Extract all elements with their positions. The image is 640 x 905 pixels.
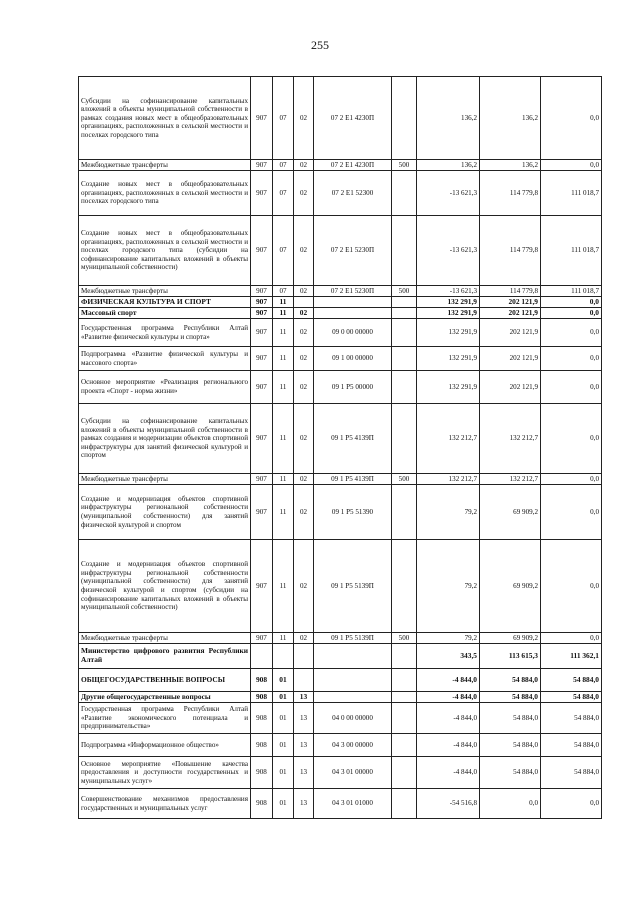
amount-col-1: 132 212,7 xyxy=(417,474,480,485)
section-code: 11 xyxy=(273,297,294,308)
expense-type-code xyxy=(392,669,417,692)
amount-col-3: 0,0 xyxy=(541,789,602,819)
subsection-code: 02 xyxy=(294,319,314,347)
target-article-code: 04 3 01 01000 xyxy=(314,789,392,819)
table-row xyxy=(79,644,602,669)
row-name: Другие общегосударственные вопросы xyxy=(79,692,251,703)
section-code: 11 xyxy=(273,308,294,319)
amount-col-1: -4 844,0 xyxy=(417,757,480,789)
amount-col-3: 111 018,7 xyxy=(541,216,602,286)
subsection-code: 02 xyxy=(294,160,314,171)
amount-col-2: 202 121,9 xyxy=(480,371,541,404)
amount-col-2: 202 121,9 xyxy=(480,308,541,319)
row-name: ОБЩЕГОСУДАРСТВЕННЫЕ ВОПРОСЫ xyxy=(79,669,251,692)
amount-col-1: -13 621,3 xyxy=(417,286,480,297)
row-name: Создание и модернизация объектов спортивной инфраструктуры региональной собственности (муниципальной собственности) для занятий физической культурой и спортом xyxy=(79,485,251,540)
target-article-code: 09 1 Р5 00000 xyxy=(314,371,392,404)
expense-type-code: 500 xyxy=(392,474,417,485)
amount-col-2: 202 121,9 xyxy=(480,347,541,371)
amount-col-2: 136,2 xyxy=(480,160,541,171)
amount-col-2: 113 615,3 xyxy=(480,644,541,669)
admin-code: 907 xyxy=(251,308,273,319)
admin-code: 907 xyxy=(251,633,273,644)
table-row xyxy=(79,474,602,485)
amount-col-1: -4 844,0 xyxy=(417,734,480,757)
admin-code xyxy=(251,644,273,669)
admin-code: 907 xyxy=(251,77,273,160)
amount-col-2: 54 884,0 xyxy=(480,692,541,703)
target-article-code: 04 3 01 00000 xyxy=(314,757,392,789)
section-code: 11 xyxy=(273,540,294,633)
amount-col-1: -13 621,3 xyxy=(417,216,480,286)
admin-code: 907 xyxy=(251,171,273,216)
expense-type-code xyxy=(392,216,417,286)
table-row xyxy=(79,540,602,633)
amount-col-1: -54 516,8 xyxy=(417,789,480,819)
admin-code: 907 xyxy=(251,347,273,371)
expense-type-code xyxy=(392,308,417,319)
amount-col-3: 0,0 xyxy=(541,297,602,308)
section-code: 11 xyxy=(273,485,294,540)
admin-code: 908 xyxy=(251,703,273,734)
table-row xyxy=(79,404,602,474)
target-article-code xyxy=(314,692,392,703)
amount-col-3: 0,0 xyxy=(541,77,602,160)
admin-code: 907 xyxy=(251,474,273,485)
amount-col-2: 54 884,0 xyxy=(480,669,541,692)
expense-type-code xyxy=(392,757,417,789)
section-code: 07 xyxy=(273,171,294,216)
row-name: Межбюджетные трансферты xyxy=(79,286,251,297)
amount-col-1: 132 291,9 xyxy=(417,308,480,319)
table-row xyxy=(79,308,602,319)
table-row xyxy=(79,371,602,404)
amount-col-2: 69 909,2 xyxy=(480,540,541,633)
target-article-code: 09 1 Р5 5139П xyxy=(314,633,392,644)
row-name: Субсидии на софинансирование капитальных вложений в объекты муниципальной собственности в рамках создания и модернизации объектов спортивной инфраструктуры для занятий физической культурой и спортом xyxy=(79,404,251,474)
row-name: Межбюджетные трансферты xyxy=(79,474,251,485)
target-article-code xyxy=(314,644,392,669)
expense-type-code xyxy=(392,319,417,347)
table-row xyxy=(79,160,602,171)
expense-type-code: 500 xyxy=(392,160,417,171)
subsection-code: 13 xyxy=(294,692,314,703)
target-article-code: 04 0 00 00000 xyxy=(314,703,392,734)
row-name: Государственная программа Республики Алтай «Развитие физической культуры и спорта» xyxy=(79,319,251,347)
expense-type-code xyxy=(392,171,417,216)
row-name: Подпрограмма «Информационное общество» xyxy=(79,734,251,757)
amount-col-2: 69 909,2 xyxy=(480,633,541,644)
amount-col-1: -4 844,0 xyxy=(417,692,480,703)
budget-table xyxy=(78,76,602,819)
section-code: 01 xyxy=(273,703,294,734)
table-row xyxy=(79,77,602,160)
subsection-code: 13 xyxy=(294,703,314,734)
target-article-code: 04 3 00 00000 xyxy=(314,734,392,757)
subsection-code xyxy=(294,669,314,692)
amount-col-2: 114 779,8 xyxy=(480,216,541,286)
table-row xyxy=(79,286,602,297)
amount-col-2: 202 121,9 xyxy=(480,297,541,308)
target-article-code xyxy=(314,669,392,692)
amount-col-3: 0,0 xyxy=(541,371,602,404)
amount-col-3: 111 018,7 xyxy=(541,171,602,216)
subsection-code: 13 xyxy=(294,734,314,757)
admin-code: 907 xyxy=(251,319,273,347)
target-article-code: 07 2 Е1 4230П xyxy=(314,160,392,171)
admin-code: 907 xyxy=(251,160,273,171)
amount-col-3: 54 884,0 xyxy=(541,734,602,757)
subsection-code: 13 xyxy=(294,757,314,789)
amount-col-3: 111 018,7 xyxy=(541,286,602,297)
table-row xyxy=(79,669,602,692)
admin-code: 908 xyxy=(251,692,273,703)
admin-code: 908 xyxy=(251,757,273,789)
expense-type-code xyxy=(392,297,417,308)
section-code: 11 xyxy=(273,633,294,644)
table-row xyxy=(79,692,602,703)
table-row xyxy=(79,703,602,734)
amount-col-1: 343,5 xyxy=(417,644,480,669)
admin-code: 908 xyxy=(251,734,273,757)
amount-col-3: 0,0 xyxy=(541,404,602,474)
subsection-code: 02 xyxy=(294,347,314,371)
section-code: 07 xyxy=(273,216,294,286)
subsection-code: 02 xyxy=(294,216,314,286)
section-code: 01 xyxy=(273,789,294,819)
amount-col-3: 0,0 xyxy=(541,160,602,171)
section-code: 11 xyxy=(273,319,294,347)
expense-type-code xyxy=(392,540,417,633)
table-row xyxy=(79,757,602,789)
subsection-code: 13 xyxy=(294,789,314,819)
admin-code: 907 xyxy=(251,371,273,404)
section-code: 07 xyxy=(273,286,294,297)
amount-col-2: 114 779,8 xyxy=(480,171,541,216)
target-article-code: 09 1 Р5 4139П xyxy=(314,404,392,474)
target-article-code: 07 2 Е1 5230П xyxy=(314,216,392,286)
amount-col-3: 111 362,1 xyxy=(541,644,602,669)
section-code: 11 xyxy=(273,404,294,474)
admin-code: 907 xyxy=(251,286,273,297)
amount-col-2: 54 884,0 xyxy=(480,703,541,734)
amount-col-2: 69 909,2 xyxy=(480,485,541,540)
subsection-code xyxy=(294,297,314,308)
row-name: Субсидии на софинансирование капитальных вложений в объекты муниципальной собственности в рамках создания новых мест в общеобразовательных организациях, расположенных в сельской местности и поселках городского типа xyxy=(79,77,251,160)
section-code: 01 xyxy=(273,692,294,703)
section-code: 07 xyxy=(273,77,294,160)
amount-col-1: 79,2 xyxy=(417,540,480,633)
amount-col-1: 132 291,9 xyxy=(417,371,480,404)
target-article-code: 09 1 Р5 4139П xyxy=(314,474,392,485)
expense-type-code xyxy=(392,77,417,160)
row-name: Межбюджетные трансферты xyxy=(79,633,251,644)
admin-code: 907 xyxy=(251,540,273,633)
section-code xyxy=(273,644,294,669)
section-code: 07 xyxy=(273,160,294,171)
expense-type-code: 500 xyxy=(392,633,417,644)
expense-type-code xyxy=(392,404,417,474)
target-article-code: 07 2 Е1 52300 xyxy=(314,171,392,216)
admin-code: 907 xyxy=(251,404,273,474)
table-row xyxy=(79,734,602,757)
amount-col-2: 114 779,8 xyxy=(480,286,541,297)
amount-col-3: 0,0 xyxy=(541,485,602,540)
table-row xyxy=(79,789,602,819)
section-code: 01 xyxy=(273,734,294,757)
row-name: Создание новых мест в общеобразовательных организациях, расположенных в сельской местности и поселках городского типа (субсидии на софинансирование капитальных вложений в объекты муниципальной собственности) xyxy=(79,216,251,286)
amount-col-1: -13 621,3 xyxy=(417,171,480,216)
expense-type-code xyxy=(392,347,417,371)
row-name: Совершенствование механизмов предоставления государственных и муниципальных услуг xyxy=(79,789,251,819)
amount-col-3: 54 884,0 xyxy=(541,757,602,789)
amount-col-1: 136,2 xyxy=(417,160,480,171)
subsection-code: 02 xyxy=(294,404,314,474)
amount-col-3: 54 884,0 xyxy=(541,703,602,734)
amount-col-1: 79,2 xyxy=(417,633,480,644)
table-row xyxy=(79,319,602,347)
section-code: 01 xyxy=(273,669,294,692)
target-article-code xyxy=(314,308,392,319)
row-name: Подпрограмма «Развитие физической культуры и массового спорта» xyxy=(79,347,251,371)
admin-code: 907 xyxy=(251,297,273,308)
expense-type-code xyxy=(392,703,417,734)
row-name: Основное мероприятие «Реализация регионального проекта «Спорт - норма жизни» xyxy=(79,371,251,404)
subsection-code: 02 xyxy=(294,77,314,160)
target-article-code: 07 2 Е1 4230П xyxy=(314,77,392,160)
subsection-code xyxy=(294,644,314,669)
admin-code: 907 xyxy=(251,485,273,540)
subsection-code: 02 xyxy=(294,371,314,404)
amount-col-1: 132 291,9 xyxy=(417,297,480,308)
target-article-code: 09 1 Р5 51390 xyxy=(314,485,392,540)
table-row xyxy=(79,633,602,644)
section-code: 11 xyxy=(273,347,294,371)
row-name: Создание новых мест в общеобразовательных организациях, расположенных в сельской местности и поселках городского типа xyxy=(79,171,251,216)
amount-col-1: -4 844,0 xyxy=(417,703,480,734)
table-row xyxy=(79,297,602,308)
expense-type-code xyxy=(392,734,417,757)
section-code: 01 xyxy=(273,757,294,789)
row-name: Создание и модернизация объектов спортивной инфраструктуры региональной собственности (муниципальной собственности) для занятий физической культурой и спортом (субсидии на софинансирование капитальных вложений в объекты муниципальной собственности) xyxy=(79,540,251,633)
subsection-code: 02 xyxy=(294,171,314,216)
table-row xyxy=(79,485,602,540)
target-article-code xyxy=(314,297,392,308)
row-name: Государственная программа Республики Алтай «Развитие экономического потенциала и предпринимательства» xyxy=(79,703,251,734)
subsection-code: 02 xyxy=(294,286,314,297)
amount-col-1: 79,2 xyxy=(417,485,480,540)
amount-col-3: 0,0 xyxy=(541,540,602,633)
section-code: 11 xyxy=(273,371,294,404)
amount-col-2: 132 212,7 xyxy=(480,474,541,485)
table-row xyxy=(79,171,602,216)
subsection-code: 02 xyxy=(294,308,314,319)
expense-type-code: 500 xyxy=(392,286,417,297)
subsection-code: 02 xyxy=(294,633,314,644)
subsection-code: 02 xyxy=(294,540,314,633)
expense-type-code xyxy=(392,692,417,703)
amount-col-1: 132 212,7 xyxy=(417,404,480,474)
amount-col-2: 136,2 xyxy=(480,77,541,160)
amount-col-1: -4 844,0 xyxy=(417,669,480,692)
admin-code: 907 xyxy=(251,216,273,286)
subsection-code: 02 xyxy=(294,485,314,540)
table-row xyxy=(79,347,602,371)
amount-col-3: 54 884,0 xyxy=(541,669,602,692)
amount-col-3: 0,0 xyxy=(541,474,602,485)
target-article-code: 09 1 00 00000 xyxy=(314,347,392,371)
admin-code: 908 xyxy=(251,669,273,692)
row-name: Межбюджетные трансферты xyxy=(79,160,251,171)
expense-type-code xyxy=(392,644,417,669)
expense-type-code xyxy=(392,789,417,819)
amount-col-3: 0,0 xyxy=(541,319,602,347)
amount-col-2: 132 212,7 xyxy=(480,404,541,474)
page-number: 255 xyxy=(311,38,329,52)
admin-code: 908 xyxy=(251,789,273,819)
expense-type-code xyxy=(392,371,417,404)
amount-col-3: 0,0 xyxy=(541,633,602,644)
amount-col-2: 54 884,0 xyxy=(480,734,541,757)
amount-col-3: 54 884,0 xyxy=(541,692,602,703)
expense-type-code xyxy=(392,485,417,540)
section-code: 11 xyxy=(273,474,294,485)
amount-col-3: 0,0 xyxy=(541,347,602,371)
row-name: Министерство цифрового развития Республики Алтай xyxy=(79,644,251,669)
amount-col-2: 202 121,9 xyxy=(480,319,541,347)
row-name: Массовый спорт xyxy=(79,308,251,319)
amount-col-3: 0,0 xyxy=(541,308,602,319)
amount-col-2: 0,0 xyxy=(480,789,541,819)
amount-col-2: 54 884,0 xyxy=(480,757,541,789)
row-name: Основное мероприятие «Повышение качества предоставления и доступности государственных и муниципальных услуг» xyxy=(79,757,251,789)
target-article-code: 09 1 Р5 5139П xyxy=(314,540,392,633)
target-article-code: 07 2 Е1 5230П xyxy=(314,286,392,297)
amount-col-1: 136,2 xyxy=(417,77,480,160)
subsection-code: 02 xyxy=(294,474,314,485)
row-name: ФИЗИЧЕСКАЯ КУЛЬТУРА И СПОРТ xyxy=(79,297,251,308)
amount-col-1: 132 291,9 xyxy=(417,319,480,347)
table-row xyxy=(79,216,602,286)
amount-col-1: 132 291,9 xyxy=(417,347,480,371)
target-article-code: 09 0 00 00000 xyxy=(314,319,392,347)
